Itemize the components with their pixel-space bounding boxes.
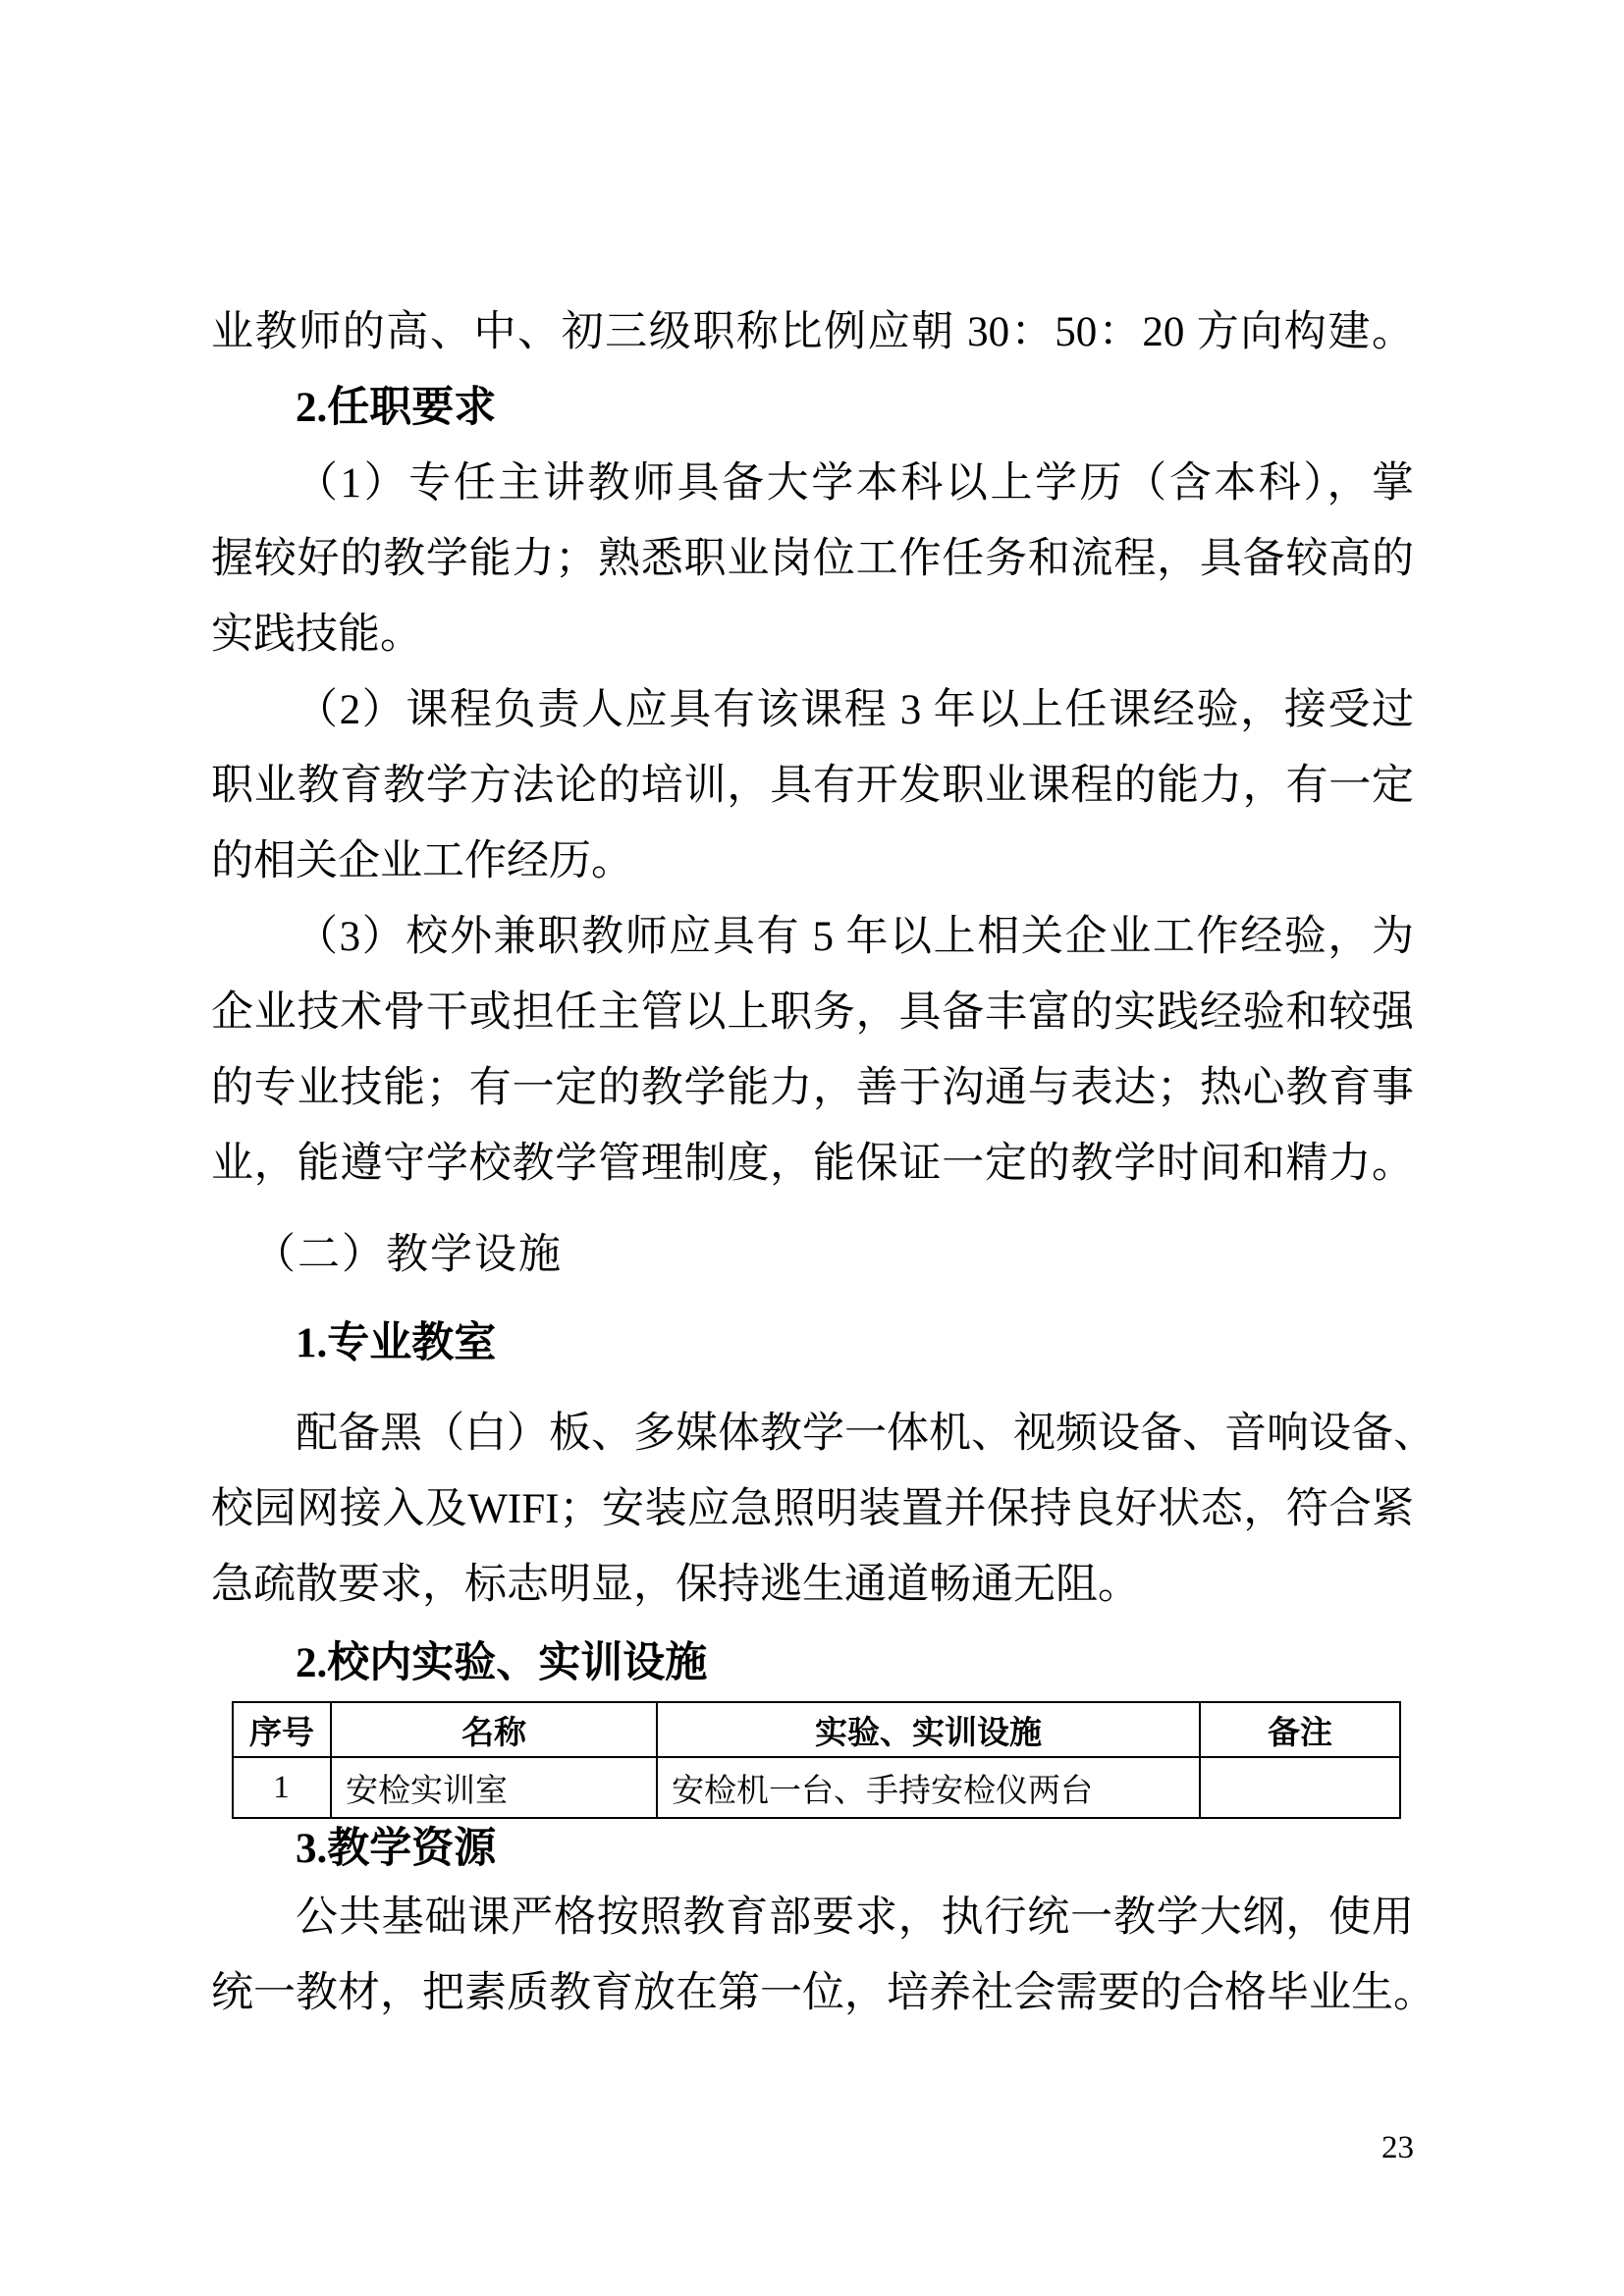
job-item1-line1: （1）专任主讲教师具备大学本科以上学历（含本科），掌 <box>296 460 1414 507</box>
job-item3-line1: （3）校外兼职教师应具有 5 年以上相关企业工作经验，为 <box>296 914 1414 960</box>
heading-training-facilities: 2.校内实验、实训设施 <box>296 1640 708 1686</box>
heading-job-requirements: 2.任职要求 <box>296 385 497 431</box>
heading-classroom: 1.专业教室 <box>296 1320 497 1366</box>
resources-para-line1: 公共基础课严格按照教育部要求，执行统一教学大纲，使用 <box>296 1895 1414 1941</box>
job-item3-line2: 企业技术骨干或担任主管以上职务，具备丰富的实践经验和较强 <box>211 989 1414 1036</box>
document-body <box>211 294 1435 2031</box>
facilities-table-header-row <box>233 1702 1400 1757</box>
classroom-para-line3: 急疏散要求，标志明显，保持逃生通道畅通无阻。 <box>211 1562 1140 1608</box>
col-header-index: 序号 <box>233 1702 331 1757</box>
col-header-remarks: 备注 <box>1200 1702 1400 1757</box>
job-item3-line4: 业，能遵守学校教学管理制度，能保证一定的教学时间和精力。 <box>211 1141 1414 1187</box>
heading-teaching-facilities: （二）教学设施 <box>253 1232 563 1278</box>
job-item2-line1: （2）课程负责人应具有该课程 3 年以上任课经验，接受过 <box>296 687 1414 733</box>
cell-equipment: 安检机一台、手持安检仪两台 <box>657 1757 1200 1818</box>
cell-index: 1 <box>233 1757 331 1818</box>
classroom-para-line2: 校园网接入及WIFI；安装应急照明装置并保持良好状态，符合紧 <box>211 1486 1414 1532</box>
col-header-equipment: 实验、实训设施 <box>657 1702 1200 1757</box>
facilities-table <box>232 1701 1401 1819</box>
table-row <box>233 1757 1400 1818</box>
cell-name: 安检实训室 <box>331 1757 657 1818</box>
resources-para-line2: 统一教材，把素质教育放在第一位，培养社会需要的合格毕业生。 <box>211 1970 1435 2016</box>
job-item1-line2: 握较好的教学能力；熟悉职业岗位工作任务和流程，具备较高的 <box>211 536 1414 582</box>
carryover-line: 业教师的高、中、初三级职称比例应朝 30：50：20 方向构建。 <box>211 309 1414 355</box>
col-header-name: 名称 <box>331 1702 657 1757</box>
classroom-para-line1: 配备黑（白）板、多媒体教学一体机、视频设备、音响设备、 <box>296 1411 1435 1457</box>
job-item2-line2: 职业教育教学方法论的培训，具有开发职业课程的能力，有一定 <box>211 763 1414 809</box>
cell-remarks <box>1200 1757 1400 1818</box>
job-item3-line3: 的专业技能；有一定的教学能力，善于沟通与表达；热心教育事 <box>211 1065 1414 1111</box>
job-item1-line3: 实践技能。 <box>211 612 422 658</box>
heading-teaching-resources: 3.教学资源 <box>296 1826 497 1872</box>
job-item2-line3: 的相关企业工作经历。 <box>211 838 633 884</box>
page-number: 23 <box>1381 2130 1414 2165</box>
